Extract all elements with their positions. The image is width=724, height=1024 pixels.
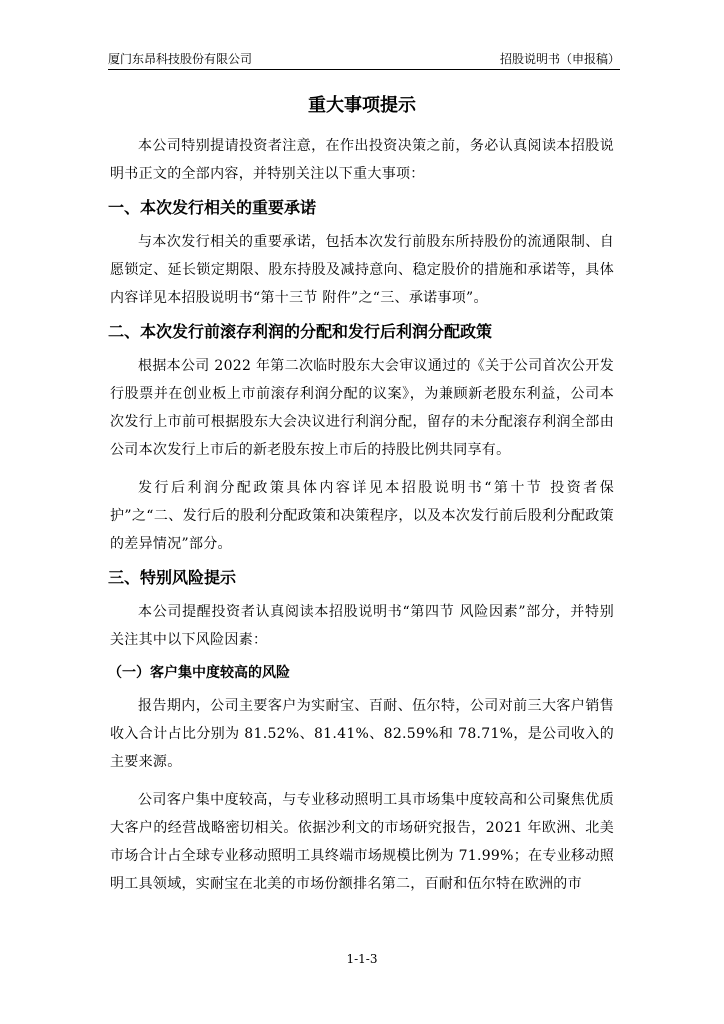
document-body (110, 92, 614, 898)
page-title: 重大事项提示 (308, 95, 416, 116)
profit-distribution-paragraph-2: 发行后利润分配政策具体内容详见本招股说明书“第十节 投资者保护”之“二、发行后的股利分配政策和决策程序，以及本次发行前后股利分配政策的差异情况”部分。 (110, 480, 614, 552)
page-number: 1-1-3 (346, 952, 378, 966)
intro-paragraph: 本公司特别提请投资者注意，在作出投资决策之前，务必认真阅读本招股说明书正文的全部内容，并特别关注以下重大事项： (110, 138, 614, 182)
customer-concentration-paragraph-1: 报告期内，公司主要客户为实耐宝、百耐、伍尔特，公司对前三大客户销售收入合计占比分别为 81.52%、81.41%、82.59%和 78.71%，是公司收入的主要来源。 (110, 698, 614, 770)
profit-distribution-paragraph-1: 根据本公司 2022 年第二次临时股东大会审议通过的《关于公司首次公开发行股票并在创业板上市前滚存利润分配的议案》，为兼顾新老股东利益，公司本次发行上市前可根据股东大会决议进行利润分配，留存的未分配滚存利润全部由公司本次发行上市后的新老股东按上市后的持股比例共同享有。 (110, 358, 614, 458)
page-header (108, 50, 620, 68)
header-document-type: 招股说明书（申报稿） (499, 52, 620, 66)
customer-concentration-paragraph-2: 公司客户集中度较高，与专业移动照明工具市场集中度较高和公司聚焦优质大客户的经营战略密切相关。依据沙利文的市场研究报告，2021 年欧洲、北美市场合计占全球专业移动照明工具终端市场规模比例为 71.99%；在专业移动照明工具领域，实耐宝在北美的市场份额排名第二，百耐和伍尔特在欧洲的市 (110, 792, 614, 892)
section-heading-risk-warning: 三、特别风险提示 (108, 568, 237, 587)
subsection-heading-customer-concentration: （一）客户集中度较高的风险 (108, 665, 290, 681)
header-divider (108, 69, 620, 70)
section-heading-commitments: 一、本次发行相关的重要承诺 (108, 198, 317, 217)
header-company-name: 厦门东昂科技股份有限公司 (108, 52, 253, 66)
commitments-paragraph: 与本次发行相关的重要承诺，包括本次发行前股东所持股份的流通限制、自愿锁定、延长锁定期限、股东持股及减持意向、稳定股价的措施和承诺等，具体内容详见本招股说明书“第十三节 附件”之“三、承诺事项”。 (110, 234, 614, 306)
risk-warning-paragraph: 本公司提醒投资者认真阅读本招股说明书“第四节 风险因素”部分，并特别关注其中以下风险因素： (110, 604, 614, 648)
section-heading-profit-distribution: 二、本次发行前滚存利润的分配和发行后利润分配政策 (108, 322, 493, 341)
